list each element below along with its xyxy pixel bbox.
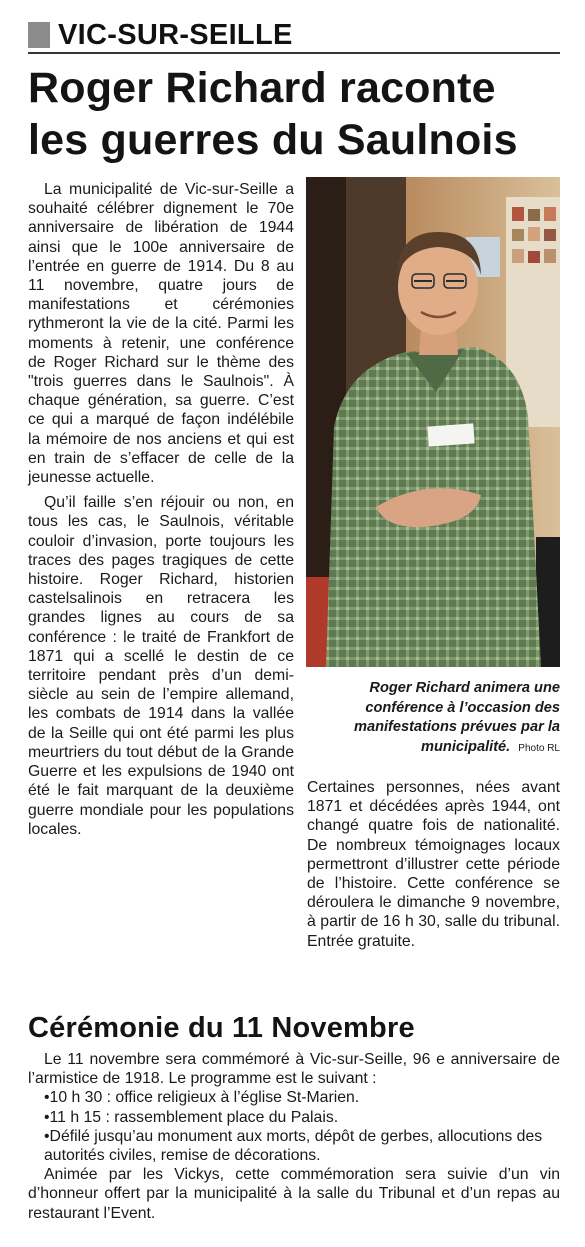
- ceremony-section: [28, 1050, 560, 1223]
- edge-glyph-decoration: [573, 0, 585, 30]
- photo-caption: [306, 679, 560, 758]
- kicker-square: [28, 22, 50, 48]
- headline-line-1: Roger Richard raconte: [28, 64, 496, 112]
- article-column-left: [28, 180, 294, 845]
- article-column-right: [307, 778, 560, 951]
- article-paragraph-1: La municipalité de Vic-sur-Seille a souhaité célébrer dignement le 70e anniversaire de libération de 1944 ainsi que le 100e anniversaire de l’entrée en guerre de 1914. Du 8 au 11 novembre, quatre jours de manifestations et cérémonies rythmeront la vie de la cité. Parmi les moments à retenir, une conférence de Roger Richard sur le thème des "trois guerres dans le Saulnois". À chaque génération, sa guerre. C’est ce qui a marqué de façon indélébile la mémoire de nos anciens et qui est en train de s’effacer de celle de la jeunesse actuelle.: [28, 181, 294, 487]
- ceremony-item: •Défilé jusqu’au monument aux morts, dépôt de gerbes, allocutions des autorités civiles, remise de décorations.: [44, 1127, 543, 1165]
- caption-text: Roger Richard animera une conférence à l’occasion des manifestations prévues par la municipalité.: [353, 680, 560, 755]
- headline: [28, 62, 568, 166]
- headline-line-2: les guerres du Saulnois: [28, 116, 518, 164]
- article-paragraph-2: Qu’il faille s’en réjouir ou non, en tous les cas, le Saulnois, véritable couloir d’invasion, porte toujours les traces des pages tragiques de cette histoire. Roger Richard, historien castelsalinois en retracera les grandes lignes au cours de sa conférence : le traité de Frankfort de 1871 qui a scellé le destin de ce territoire pendant près d’un demi-siècle au sein de l’empire allemand, les combats de 1914 dans la vallée de la Seille qui ont été parmi les plus meurtriers du tout début de la Grande Guerre et les expulsions de 1940 ont été le fait marquant de la deuxième guerre mondiale pour les populations locales.: [28, 494, 294, 838]
- section-kicker: [28, 18, 293, 52]
- kicker-text: VIC-SUR-SEILLE: [58, 18, 293, 51]
- ceremony-intro: Le 11 novembre sera commémoré à Vic-sur-Seille, 96 e anniversaire de l’armistice de 1918. Le programme est le suivant :: [28, 1051, 560, 1088]
- photo-credit: Photo RL: [518, 742, 560, 754]
- article-paragraph-3: Certaines personnes, nées avant 1871 et décédées après 1944, ont changé quatre fois de nationalité. De nombreux témoignages locaux permettront d’illustrer cette période de l’histoire. Cette conférence se déroulera le dimanche 9 novembre, à partir de 16 h 30, salle du tribunal. Entrée gratuite.: [307, 779, 560, 950]
- ceremony-item: •11 h 15 : rassemblement place du Palais.: [44, 1108, 339, 1126]
- ceremony-item: •10 h 30 : office religieux à l’église St-Marien.: [44, 1089, 360, 1107]
- adjacent-column-edge: [573, 0, 585, 560]
- ceremony-closing: Animée par les Vickys, cette commémoration sera suivie d’un vin d’honneur offert par la municipalité à la salle du Tribunal et d’un repas au restaurant l’Event.: [28, 1166, 560, 1222]
- portrait-photo: [306, 177, 560, 667]
- kicker-rule: [28, 52, 560, 54]
- ceremony-title: Cérémonie du 11 Novembre: [28, 1012, 415, 1044]
- portrait-illustration: [306, 177, 560, 667]
